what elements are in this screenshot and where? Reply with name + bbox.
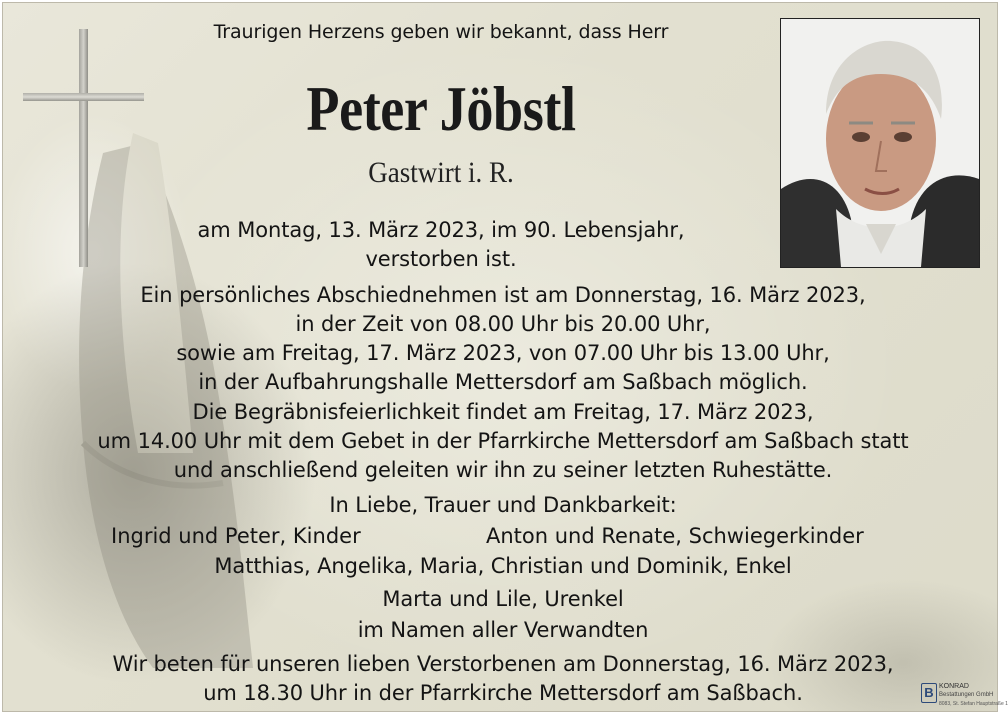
family-relatives: im Namen aller Verwandten <box>357 618 649 642</box>
death-date-line: am Montag, 13. März 2023, im 90. Lebensjahr, <box>197 218 685 242</box>
occupation: Gastwirt i. R. <box>368 156 514 189</box>
family-great-grandchildren: Marta und Lile, Urenkel <box>382 587 624 611</box>
logo-line-2: Bestattungen GmbH <box>939 692 994 698</box>
family-in-laws: Anton und Renate, Schwiegerkinder <box>486 524 864 548</box>
viewing-line: in der Aufbahrungshalle Mettersdorf am Saßbach möglich. <box>198 370 808 394</box>
intro-text: Traurigen Herzens geben wir bekannt, dass Herr <box>213 21 669 43</box>
viewing-line: sowie am Freitag, 17. März 2023, von 07.00 Uhr bis 13.00 Uhr, <box>176 341 830 365</box>
logo-line-1: KONRAD <box>939 683 969 690</box>
prayer-line: um 18.30 Uhr in der Pfarrkirche Mettersdorf am Saßbach. <box>203 681 803 705</box>
obituary-card <box>2 2 1008 712</box>
family-grandchildren: Matthias, Angelika, Maria, Christian und Dominik, Enkel <box>214 554 792 578</box>
viewing-line: Ein persönliches Abschiednehmen ist am Donnerstag, 16. März 2023, <box>140 283 866 307</box>
logo-line-3: 8083, St. Stefan Hauptstraße 1 <box>939 701 1008 707</box>
logo-mark: B <box>921 683 937 703</box>
funeral-line: und anschließend geleiten wir ihn zu seiner letzten Ruhestätte. <box>173 458 833 482</box>
death-date-line-2: verstorben ist. <box>365 247 517 271</box>
funeral-line: Die Begräbnisfeierlichkeit findet am Freitag, 17. März 2023, <box>192 400 814 424</box>
closing-line: In Liebe, Trauer und Dankbarkeit: <box>329 493 677 517</box>
family-children: Ingrid und Peter, Kinder <box>111 524 361 548</box>
viewing-line: in der Zeit von 08.00 Uhr bis 20.00 Uhr, <box>295 312 711 336</box>
deceased-name: Peter Jöbstl <box>306 74 576 144</box>
funeral-home-logo <box>921 681 1008 711</box>
prayer-line: Wir beten für unseren lieben Verstorbenen am Donnerstag, 16. März 2023, <box>112 652 894 676</box>
funeral-line: um 14.00 Uhr mit dem Gebet in der Pfarrkirche Mettersdorf am Saßbach statt <box>97 429 909 453</box>
